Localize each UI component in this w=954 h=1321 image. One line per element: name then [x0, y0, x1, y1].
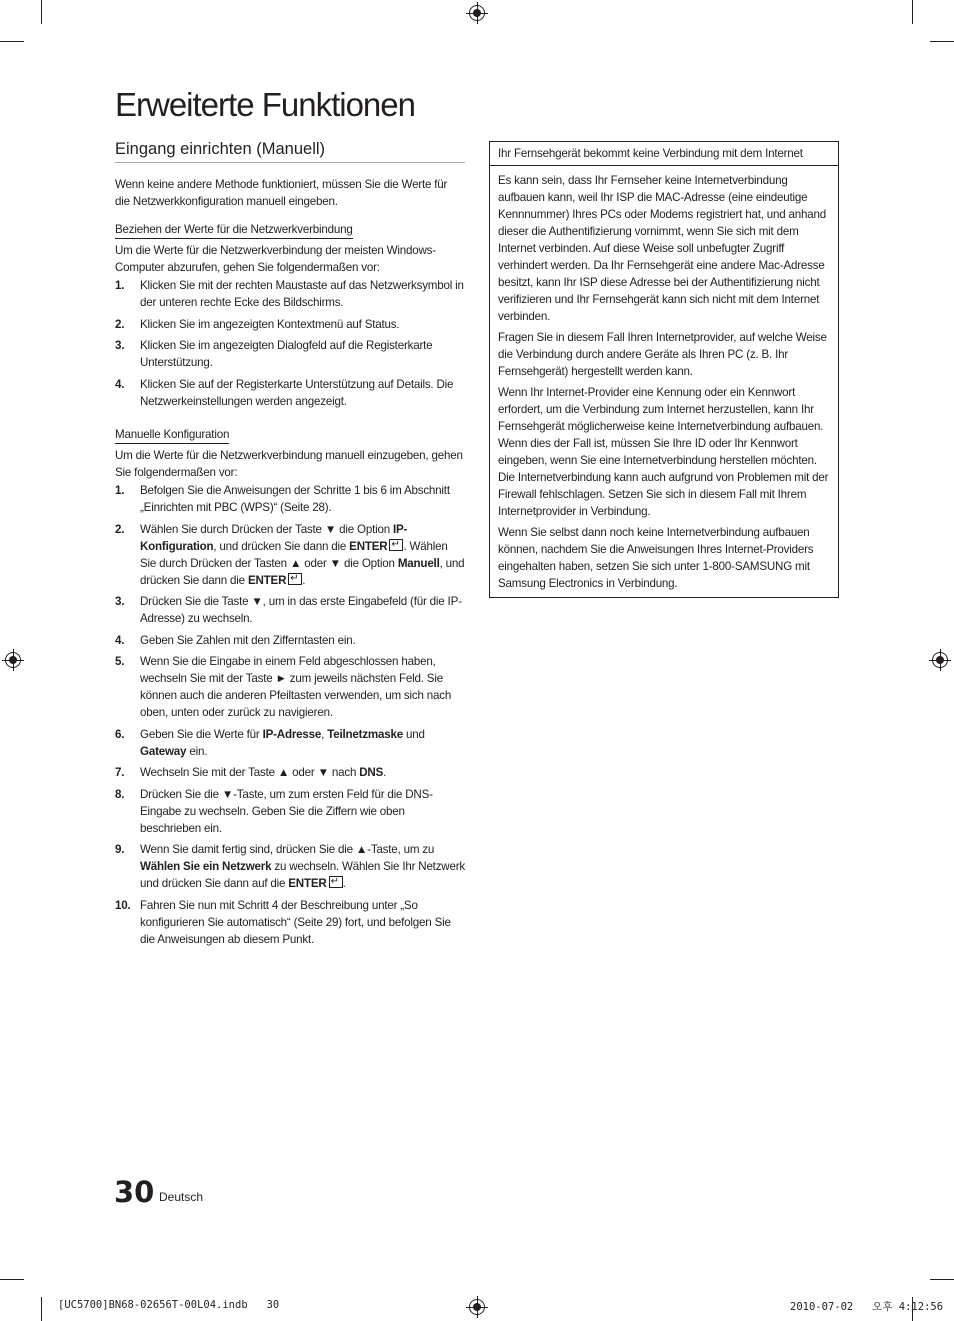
step-text: Klicken Sie im angezeigten Kontextmenü auf Status. [140, 317, 400, 331]
step-text: . [302, 573, 306, 587]
list-item [115, 841, 465, 892]
crop-mark [930, 41, 954, 42]
step-number: 4. [115, 377, 125, 391]
note-paragraph: Es kann sein, dass Ihr Fernseher keine Internetverbindung aufbauen kann, weil Ihr ISP die MAC-Adresse (eine eindeutige Kennnummer) Ihres PCs oder Modems registriert hat, und anhand dieser die Authentifizierung vornimmt, wenn Sie sich mit dem Internet verbinden. Auf diese Weise soll unbefugter Zugriff verhindert werden. Da Ihr Fernsehgerät eine andere Mac-Adresse besitzt, kann Ihr ISP diese Adresse bei der Authentifizierung nicht verifizieren und Ihr Fernsehgerät kann sich nicht mit dem Internet verbinden. [498, 174, 827, 323]
step-text: Drücken Sie die Taste ▼, um in das erste Eingabefeld (für die IP-Adresse) zu wechseln. [140, 595, 462, 625]
note-paragraph: Wenn Ihr Internet-Provider eine Kennung oder ein Kennwort erfordert, um die Verbindung zum Internet herzustellen, kann Ihr Fernsehgerät möglicherweise keine Internetverbindung aufbauen. Wenn dies der Fall ist, müssen Sie Ihre ID oder Ihr Kennwort eingeben, wenn Sie eine Internetverbindung herstellen möchten. Die Internetverbindung kann auch aufgrund von Problemen mit der Firewall fehlschlagen. Setzen Sie sich in diesem Fall mit Ihrem Internetprovider in Verbindung. [498, 386, 829, 518]
list-item [115, 764, 465, 781]
list-item [115, 482, 465, 516]
step-number: 3. [115, 339, 125, 352]
list-item [115, 337, 465, 371]
crop-mark [41, 1297, 42, 1321]
step-text: . Wählen Sie durch Drücken der Tasten ▲ oder ▼ die Option [140, 539, 448, 570]
step-text: Drücken Sie die ▼-Taste, um zum ersten Feld für die DNS-Eingabe zu wechseln. Geben Sie die Ziffern wie oben beschrieben ein. [140, 787, 433, 835]
step-list [115, 482, 465, 948]
list-item [115, 653, 465, 721]
crop-mark [41, 0, 42, 24]
step-list [115, 277, 465, 410]
step-text: zu wechseln. Wählen Sie Ihr Netzwerk und drücken Sie dann auf die [140, 860, 465, 890]
crop-mark [930, 1279, 954, 1280]
step-number: 10. [115, 898, 131, 912]
step-text: Wenn Sie damit fertig sind, drücken Sie die ▲-Taste, um zu [140, 843, 435, 856]
subsection-title: Manuelle Konfiguration [115, 427, 229, 444]
enter-key-label: ENTER [247, 573, 287, 587]
enter-key-label: ENTER [349, 539, 388, 553]
step-number: 7. [115, 766, 125, 779]
crop-mark [912, 0, 913, 24]
step-number: 8. [115, 787, 125, 801]
step-text: Befolgen Sie die Anweisungen der Schritte 1 bis 6 im Abschnitt „Einrichten mit PBC (WPS)“ (Seite 28). [140, 484, 450, 514]
list-item [115, 277, 465, 311]
step-number: 1. [115, 279, 125, 292]
registration-mark-icon [469, 1299, 485, 1315]
note-body [490, 166, 838, 597]
option-name: Wählen Sie ein Netzwerk [140, 860, 272, 873]
option-name: Gateway [140, 744, 187, 758]
step-text: , [321, 727, 328, 741]
step-text: , und drücken Sie dann die [140, 556, 465, 587]
step-number: 3. [115, 595, 125, 608]
list-item [115, 897, 465, 948]
option-name: IP-Adresse [262, 727, 322, 741]
option-name: IP-Konfiguration [140, 522, 408, 553]
print-slug-timestamp: 2010-07-02 오후 4:12:56 [790, 1301, 944, 1313]
list-item [115, 726, 465, 760]
step-text: Klicken Sie mit der rechten Maustaste auf das Netzwerksymbol in der unteren rechte Ecke des Bildschirms. [140, 279, 464, 309]
page-language: Deutsch [159, 1190, 204, 1204]
list-item [115, 786, 465, 837]
step-text: ein. [186, 744, 208, 758]
note-paragraph: Wenn Sie selbst dann noch keine Internetverbindung aufbauen können, nachdem Sie die Anweisungen Ihres Internet-Providers eingehalten haben, setzen Sie sich unter 1-800-SAMSUNG mit Samsung Electronics in Verbindung. [498, 526, 814, 590]
step-text: Wenn Sie die Eingabe in einem Feld abgeschlossen haben, wechseln Sie mit der Taste ► zum jeweils nächsten Feld. Sie können auch die anderen Pfeiltasten verwenden, um sich nach oben, unten oder zurück zu navigieren. [140, 655, 452, 719]
step-text: Fahren Sie nun mit Schritt 4 der Beschreibung unter „So konfigurieren Sie automatisch“ (Seite 29) fort, und befolgen Sie die Anweisungen ab diesem Punkt. [140, 898, 451, 946]
note-title: Ihr Fernsehgerät bekommt keine Verbindung mit dem Internet [490, 142, 838, 166]
option-name: Teilnetzmaske [327, 727, 404, 741]
step-text: und [403, 727, 425, 741]
step-text: Klicken Sie im angezeigten Dialogfeld auf die Registerkarte Unterstützung. [140, 339, 433, 369]
enter-icon [389, 539, 403, 551]
registration-mark-icon [932, 652, 948, 668]
enter-icon [288, 573, 302, 585]
note-paragraph: Fragen Sie in diesem Fall Ihren Internetprovider, auf welche Weise die Verbindung durch andere Geräte als Ihren PC (z. B. Ihr Fernsehgerät) hergestellt werden kann. [498, 331, 827, 378]
crop-mark [0, 41, 24, 42]
list-item [115, 593, 465, 627]
step-number: 6. [115, 727, 125, 741]
section-title: Eingang einrichten (Manuell) [115, 140, 465, 163]
step-text: Wählen Sie durch Drücken der Taste ▼ die Option [140, 522, 393, 536]
step-number: 2. [115, 522, 125, 536]
step-text: Wechseln Sie mit der Taste ▲ oder ▼ nach [140, 766, 360, 779]
step-text: , und drücken Sie dann die [213, 539, 350, 553]
page-title: Erweiterte Funktionen [115, 86, 415, 123]
subsection-title: Beziehen der Werte für die Netzwerkverbindung [115, 222, 353, 239]
step-number: 4. [115, 633, 125, 647]
enter-icon [329, 876, 343, 888]
step-number: 1. [115, 484, 125, 497]
section-intro: Wenn keine andere Methode funktioniert, müssen Sie die Werte für die Netzwerkkonfiguration manuell eingeben. [115, 178, 448, 208]
step-text: Geben Sie Zahlen mit den Zifferntasten ein. [140, 633, 356, 647]
list-item [115, 376, 465, 410]
list-item [115, 316, 465, 333]
subsection-intro: Um die Werte für die Netzwerkverbindung manuell einzugeben, gehen Sie folgendermaßen vor: [115, 449, 463, 479]
option-name: DNS [359, 766, 384, 779]
note-box [489, 141, 839, 598]
page-number: 30 [114, 1175, 155, 1209]
list-item [115, 521, 465, 589]
option-name: Manuell [397, 556, 440, 570]
main-column [115, 140, 465, 952]
step-text: . [342, 877, 346, 890]
registration-mark-icon [469, 5, 485, 21]
step-number: 5. [115, 655, 125, 668]
enter-key-label: ENTER [288, 877, 327, 890]
registration-mark-icon [5, 652, 21, 668]
step-text: Klicken Sie auf der Registerkarte Unterstützung auf Details. Die Netzwerkeinstellungen werden angezeigt. [140, 377, 454, 408]
subsection-intro: Um die Werte für die Netzwerkverbindung der meisten Windows-Computer abzurufen, gehen Sie folgendermaßen vor: [115, 244, 436, 274]
step-number: 2. [115, 317, 125, 331]
list-item [115, 632, 465, 649]
print-slug-file: [UC5700]BN68-02656T-00L04.indb 30 [58, 1299, 280, 1311]
step-text: . [383, 766, 387, 779]
crop-mark [0, 1279, 24, 1280]
step-text: Geben Sie die Werte für [140, 727, 263, 741]
step-number: 9. [115, 843, 125, 856]
